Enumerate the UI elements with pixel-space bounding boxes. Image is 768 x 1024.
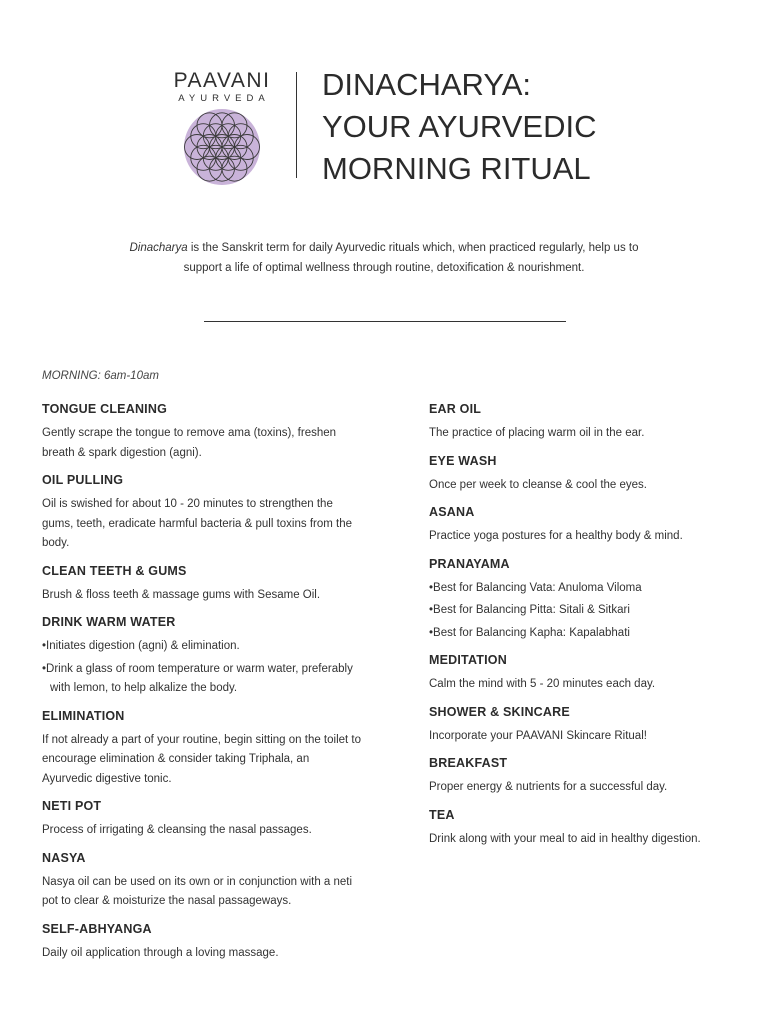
title-line-3: MORNING RITUAL [322,151,591,186]
section-text: Daily oil application through a loving massage. [42,946,279,959]
section-neti-pot [42,797,362,841]
brand-name: PAAVANI [173,69,271,92]
section-text: The practice of placing warm oil in the ear. [429,427,645,439]
section-text: Proper energy & nutrients for a successful day. [429,781,668,793]
title-line-2: YOUR AYURVEDIC [322,109,597,144]
morning-time-label: MORNING: 6am-10am [42,370,159,382]
section-heading: SELF-ABHYANGA [42,921,152,936]
header-divider [296,72,297,178]
intro-paragraph [120,238,648,278]
section-shower-and-skincare [429,703,749,747]
section-tea [429,806,749,850]
left-column [42,400,362,971]
section-nasya [42,849,362,912]
section-eye-wash [429,452,749,496]
section-self-abhyanga [42,920,362,964]
section-ear-oil [429,400,749,444]
section-heading: DRINK WARM WATER [42,615,176,629]
section-elimination [42,707,362,790]
section-heading: NASYA [42,850,86,865]
bullet-item: • Best for Balancing Kapha: Kapalabhati [429,624,749,644]
section-heading: TONGUE CLEANING [42,402,167,416]
intro-text: is the Sanskrit term for daily Ayurvedic rituals which, when practiced regularly, help us to support a life of optimal wellness through routine, detoxification & nourishment. [183,242,639,274]
section-text: Brush & floss teeth & massage gums with Sesame Oil. [42,588,321,601]
title-line-1: DINACHARYA: [322,67,532,102]
section-text: Drink along with your meal to aid in healthy digestion. [429,832,701,845]
section-drink-warm-water [42,613,362,699]
bullet-list [42,637,362,699]
brand-subtitle: AYURVEDA [178,93,270,104]
bullet-item: • Best for Balancing Pitta: Sitali & Sitkari [429,601,749,621]
bullet-list [429,579,749,644]
section-heading: ASANA [429,505,475,519]
section-text: Once per week to cleanse & cool the eyes. [429,478,647,491]
bullet-item: • Initiates digestion (agni) & elimination. [42,637,362,657]
section-heading: MEDITATION [429,653,507,667]
horizontal-divider [204,321,566,322]
section-oil-pulling [42,471,362,554]
section-heading: NETI POT [42,799,102,813]
section-pranayama [429,555,749,644]
page-title [322,64,596,190]
section-heading: SHOWER & SKINCARE [429,704,570,719]
section-heading: EAR OIL [429,402,482,416]
bullet-item: • Drink a glass of room temperature or warm water, preferably with lemon, to help alkalize the body. [42,660,362,699]
section-text: If not already a part of your routine, begin sitting on the toilet to encourage elimination & consider taking Triphala, an Ayurvedic digestive tonic. [42,733,362,785]
section-heading: OIL PULLING [42,473,124,487]
section-clean-teeth-and-gums [42,562,362,606]
section-text: Nasya oil can be used on its own or in conjunction with a neti pot to clear & moisturize the nasal passageways. [42,875,353,907]
section-heading: TEA [429,807,455,822]
bullet-item: • Best for Balancing Vata: Anuloma Viloma [429,579,749,599]
section-text: Process of irrigating & cleansing the nasal passages. [42,824,312,836]
section-text: Incorporate your PAAVANI Skincare Ritual! [429,729,647,742]
section-text: Calm the mind with 5 - 20 minutes each day. [429,678,656,690]
flower-of-life-icon [182,107,262,187]
section-text: Gently scrape the tongue to remove ama (toxins), freshen breath & spark digestion (agni). [42,427,337,459]
section-breakfast [429,754,749,798]
section-heading: BREAKFAST [429,756,508,770]
section-text: Practice yoga postures for a healthy body & mind. [429,530,683,542]
section-meditation [429,651,749,695]
section-text: Oil is swished for about 10 - 20 minutes to strengthen the gums, teeth, eradicate harmful bacteria & pull toxins from the body. [42,498,353,549]
section-heading: ELIMINATION [42,708,125,723]
brand-logo [170,70,274,187]
section-asana [429,503,749,547]
right-column [429,400,749,857]
section-heading: EYE WASH [429,453,497,468]
section-heading: PRANAYAMA [429,556,510,571]
section-heading: CLEAN TEETH & GUMS [42,563,187,578]
intro-term: Dinacharya [129,242,188,254]
section-tongue-cleaning [42,400,362,463]
